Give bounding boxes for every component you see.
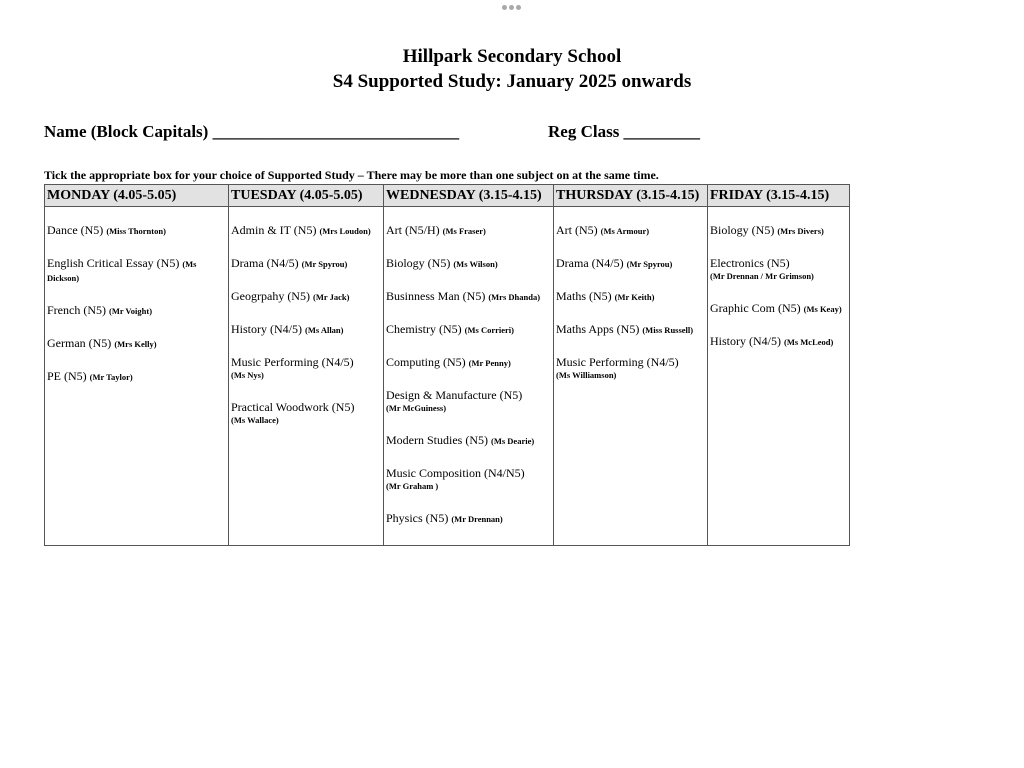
- subject-option[interactable]: [47, 257, 227, 285]
- subject-name: Practical Woodwork (N5): [231, 400, 355, 414]
- day-header-monday: MONDAY (4.05-5.05): [45, 185, 229, 207]
- subjects-row: [45, 207, 850, 546]
- subject-option[interactable]: [231, 257, 382, 271]
- teacher-name: (Mrs Dhanda): [488, 292, 541, 302]
- subject-name: Maths Apps (N5): [556, 322, 640, 336]
- subject-name: English Critical Essay (N5): [47, 256, 180, 270]
- handle-dot: [502, 5, 507, 10]
- subject-option[interactable]: [231, 401, 382, 427]
- teacher-name: (Mr Drennan): [451, 514, 503, 524]
- subject-option[interactable]: [386, 323, 552, 337]
- subject-option[interactable]: [710, 335, 848, 349]
- teacher-name: (Mr Graham ): [386, 481, 439, 491]
- teacher-name: (Mr Spyrou): [301, 259, 348, 269]
- teacher-name: (Mr McGuiness): [386, 403, 447, 413]
- subject-name: Art (N5): [556, 223, 598, 237]
- monday-column: [45, 207, 229, 546]
- teacher-name: (Ms Corrieri): [464, 325, 514, 335]
- subject-option[interactable]: [386, 257, 552, 271]
- teacher-name: (Mr Penny): [468, 358, 511, 368]
- subject-option[interactable]: [386, 224, 552, 238]
- teacher-name: (Ms Wilson): [453, 259, 498, 269]
- subject-name: Music Performing (N4/5): [556, 355, 679, 369]
- subject-name: French (N5): [47, 303, 106, 317]
- subject-name: Modern Studies (N5): [386, 433, 488, 447]
- teacher-name: (Mr Jack): [312, 292, 350, 302]
- subject-option[interactable]: [386, 434, 552, 448]
- teacher-name: (Mr Taylor): [89, 372, 133, 382]
- friday-column: [708, 207, 850, 546]
- day-header-wednesday: WEDNESDAY (3.15-4.15): [384, 185, 554, 207]
- subject-name: Graphic Com (N5): [710, 301, 801, 315]
- name-field[interactable]: Name (Block Capitals) _____________________________: [44, 122, 460, 141]
- teacher-name: (Mr Spyrou): [626, 259, 673, 269]
- subject-name: Art (N5/H): [386, 223, 440, 237]
- subject-name: Admin & IT (N5): [231, 223, 317, 237]
- tuesday-column: [229, 207, 384, 546]
- instruction-text: Tick the appropriate box for your choice of Supported Study – There may be more than one subject on at the same time.: [44, 168, 659, 182]
- subject-name: Chemistry (N5): [386, 322, 462, 336]
- teacher-name: (Ms Armour): [600, 226, 650, 236]
- subject-name: Maths (N5): [556, 289, 612, 303]
- subject-option[interactable]: [231, 224, 382, 238]
- handle-dot: [516, 5, 521, 10]
- subject-name: Music Performing (N4/5): [231, 355, 354, 369]
- subject-option[interactable]: [556, 257, 706, 271]
- subject-name: Drama (N4/5): [556, 256, 624, 270]
- teacher-name: (Ms Nys): [231, 370, 264, 380]
- teacher-name: (Miss Russell): [642, 325, 694, 335]
- subject-name: Biology (N5): [386, 256, 451, 270]
- subject-option[interactable]: [386, 467, 552, 493]
- subject-option[interactable]: [231, 290, 382, 304]
- teacher-name: (Mrs Kelly): [114, 339, 157, 349]
- page-drag-handle-icon[interactable]: [502, 5, 521, 10]
- subject-option[interactable]: [710, 224, 848, 238]
- header-row: [45, 185, 850, 207]
- subject-option[interactable]: [710, 257, 848, 283]
- teacher-name: (Ms Dearie): [491, 436, 535, 446]
- teacher-name: (Ms Williamson): [556, 370, 617, 380]
- teacher-name: (Mrs Divers): [777, 226, 824, 236]
- day-header-friday: FRIDAY (3.15-4.15): [708, 185, 850, 207]
- subject-name: Electronics (N5): [710, 256, 790, 270]
- teacher-name: (Miss Thornton): [106, 226, 166, 236]
- subject-option[interactable]: [47, 370, 227, 384]
- subject-option[interactable]: [386, 356, 552, 370]
- day-header-tuesday: TUESDAY (4.05-5.05): [229, 185, 384, 207]
- subject-option[interactable]: [556, 323, 706, 337]
- subject-name: PE (N5): [47, 369, 87, 383]
- thursday-column: [554, 207, 708, 546]
- teacher-name: (Ms Keay): [803, 304, 842, 314]
- supported-study-timetable: [44, 184, 850, 546]
- subject-option[interactable]: [556, 224, 706, 238]
- subject-option[interactable]: [47, 224, 227, 238]
- subject-name: Design & Manufacture (N5): [386, 388, 523, 402]
- subject-option[interactable]: [556, 290, 706, 304]
- teacher-name: (Ms McLeod): [784, 337, 834, 347]
- subject-option[interactable]: [710, 302, 848, 316]
- teacher-name: (Mr Keith): [614, 292, 655, 302]
- wednesday-column: [384, 207, 554, 546]
- subject-name: Dance (N5): [47, 223, 104, 237]
- subject-option[interactable]: [47, 304, 227, 318]
- subject-option[interactable]: [231, 356, 382, 382]
- subject-option[interactable]: [386, 389, 552, 415]
- teacher-name: (Mrs Loudon): [319, 226, 371, 236]
- subject-name: Drama (N4/5): [231, 256, 299, 270]
- subject-name: German (N5): [47, 336, 112, 350]
- teacher-name: (Ms Wallace): [231, 415, 279, 425]
- teacher-name: (Ms Dickson): [47, 259, 197, 283]
- page-title: S4 Supported Study: January 2025 onwards: [332, 71, 692, 92]
- reg-class-field[interactable]: Reg Class _________: [548, 122, 701, 141]
- subject-name: Businness Man (N5): [386, 289, 486, 303]
- teacher-name: (Ms Allan): [305, 325, 344, 335]
- day-header-thursday: THURSDAY (3.15-4.15): [554, 185, 708, 207]
- subject-option[interactable]: [556, 356, 706, 382]
- subject-name: Geogrpahy (N5): [231, 289, 310, 303]
- teacher-name: (Mr Voight): [108, 306, 153, 316]
- teacher-name: (Mr Drennan / Mr Grimson): [710, 271, 814, 281]
- subject-name: Computing (N5): [386, 355, 466, 369]
- school-name: Hillpark Secondary School: [402, 46, 622, 67]
- teacher-name: (Ms Fraser): [442, 226, 486, 236]
- subject-option[interactable]: [231, 323, 382, 337]
- handle-dot: [509, 5, 514, 10]
- subject-option[interactable]: [386, 290, 552, 304]
- subject-name: History (N4/5): [231, 322, 302, 336]
- subject-option[interactable]: [386, 512, 552, 526]
- subject-name: Biology (N5): [710, 223, 775, 237]
- subject-option[interactable]: [47, 337, 227, 351]
- subject-name: Music Composition (N4/N5): [386, 466, 525, 480]
- subject-name: Physics (N5): [386, 511, 449, 525]
- subject-name: History (N4/5): [710, 334, 781, 348]
